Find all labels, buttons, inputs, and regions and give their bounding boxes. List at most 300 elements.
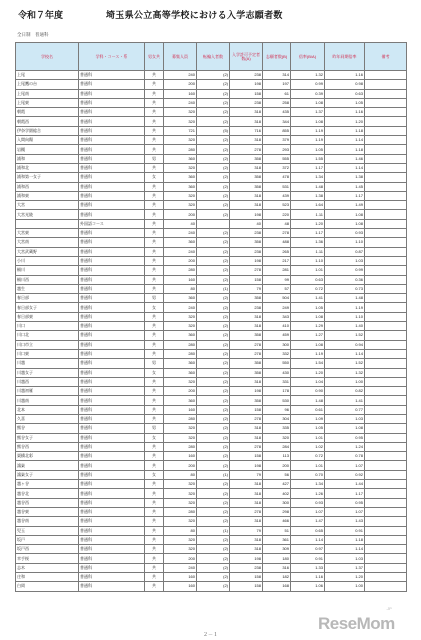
cell-quota: 80 [164, 526, 197, 535]
table-row [16, 349, 407, 358]
cell-gender: 共 [145, 210, 164, 219]
cell-school: 越ヶ谷 [16, 480, 79, 489]
cell-gender: 共 [145, 340, 164, 349]
cell-course: 普通科 [79, 163, 145, 172]
cell-applicants: 249 [263, 303, 291, 312]
cell-prev-ratio: 1.05 [325, 98, 365, 107]
cell-notes [365, 303, 407, 312]
cell-ratio: 1.32 [291, 71, 325, 80]
cell-applicants: 51 [263, 526, 291, 535]
cell-applicants: 197 [263, 80, 291, 89]
cell-course: 普通科 [79, 80, 145, 89]
cell-gender: 共 [145, 535, 164, 544]
cell-ratio: 1.01 [291, 266, 325, 275]
cell-school: 川口北 [16, 331, 79, 340]
cell-ratio: 0.72 [291, 452, 325, 461]
cell-gender: 共 [145, 322, 164, 331]
cell-transfer: (2) [197, 377, 230, 386]
cell-applicants: 309 [263, 545, 291, 554]
cell-applicants: 335 [263, 424, 291, 433]
cell-quota: 360 [164, 294, 197, 303]
cell-course: 普通科 [79, 573, 145, 582]
cell-planned: 278 [230, 145, 263, 154]
cell-planned: 158 [230, 89, 263, 98]
table-body [16, 71, 407, 592]
table-row [16, 331, 407, 340]
cell-prev-ratio: 1.14 [325, 545, 365, 554]
cell-gender: 共 [145, 442, 164, 451]
table-row [16, 182, 407, 191]
cell-quota: 320 [164, 191, 197, 200]
cell-quota: 160 [164, 275, 197, 284]
cell-course: 普通科 [79, 229, 145, 238]
cell-notes [365, 210, 407, 219]
cell-prev-ratio: 1.52 [325, 331, 365, 340]
cell-ratio: 1.64 [291, 201, 325, 210]
cell-transfer: (2) [197, 98, 230, 107]
cell-planned: 318 [230, 163, 263, 172]
cell-school: 川越南 [16, 396, 79, 405]
cell-quota: 360 [164, 368, 197, 377]
cell-course: 普通科 [79, 303, 145, 312]
cell-ratio: 1.01 [291, 433, 325, 442]
cell-quota: 160 [164, 452, 197, 461]
cell-gender: 共 [145, 256, 164, 265]
cell-quota: 240 [164, 71, 197, 80]
cell-school: 幸手桜 [16, 554, 79, 563]
table-row [16, 582, 407, 591]
cell-prev-ratio: 0.77 [325, 405, 365, 414]
cell-quota: 320 [164, 201, 197, 210]
cell-ratio: 1.29 [291, 322, 325, 331]
cell-quota: 320 [164, 545, 197, 554]
cell-transfer: (2) [197, 136, 230, 145]
cell-planned: 358 [230, 396, 263, 405]
cell-course: 普通科 [79, 312, 145, 321]
cell-school [16, 219, 79, 228]
cell-course: 普通科 [79, 526, 145, 535]
cell-quota: 360 [164, 238, 197, 247]
cell-notes [365, 284, 407, 293]
cell-course: 普通科 [79, 433, 145, 442]
cell-school: 白岡 [16, 582, 79, 591]
cell-gender: 共 [145, 396, 164, 405]
cell-prev-ratio: 0.95 [325, 498, 365, 507]
header-applicants: 志願者数(B) [263, 43, 291, 71]
cell-notes [365, 507, 407, 516]
cell-gender: 共 [145, 452, 164, 461]
table-row [16, 117, 407, 126]
cell-transfer: (2) [197, 80, 230, 89]
cell-transfer: (2) [197, 545, 230, 554]
table-row [16, 173, 407, 182]
cell-school: 川越 [16, 359, 79, 368]
cell-quota: 200 [164, 210, 197, 219]
cell-notes [365, 470, 407, 479]
cell-prev-ratio: 1.16 [325, 108, 365, 117]
cell-school: 久喜 [16, 414, 79, 423]
cell-notes [365, 535, 407, 544]
cell-transfer: (2) [197, 405, 230, 414]
cell-quota: 240 [164, 303, 197, 312]
cell-transfer: (1) [197, 470, 230, 479]
cell-notes [365, 442, 407, 451]
cell-course: 普通科 [79, 545, 145, 554]
cell-ratio: 1.47 [291, 517, 325, 526]
cell-school: 大宮 [16, 201, 79, 210]
cell-planned: 198 [230, 80, 263, 89]
cell-applicants: 258 [263, 98, 291, 107]
cell-school: 大宮南 [16, 238, 79, 247]
cell-quota: 721 [164, 126, 197, 135]
cell-course: 普通科 [79, 359, 145, 368]
cell-planned: 318 [230, 424, 263, 433]
table-row [16, 247, 407, 256]
document-header [0, 8, 421, 22]
cell-school: 越谷東 [16, 507, 79, 516]
cell-quota: 240 [164, 98, 197, 107]
cell-applicants: 855 [263, 126, 291, 135]
cell-prev-ratio: 0.73 [325, 284, 365, 293]
table-row [16, 229, 407, 238]
cell-notes [365, 229, 407, 238]
cell-planned: 318 [230, 108, 263, 117]
cell-prev-ratio: 0.91 [325, 526, 365, 535]
cell-ratio: 0.90 [291, 387, 325, 396]
cell-ratio: 1.01 [291, 461, 325, 470]
cell-course: 普通科 [79, 322, 145, 331]
cell-prev-ratio: 1.08 [325, 210, 365, 219]
cell-applicants: 379 [263, 136, 291, 145]
cell-course: 普通科 [79, 424, 145, 433]
cell-transfer: (2) [197, 582, 230, 591]
cell-planned: 238 [230, 247, 263, 256]
cell-ratio: 1.26 [291, 489, 325, 498]
cell-transfer: (2) [197, 340, 230, 349]
cell-ratio: 1.20 [291, 219, 325, 228]
cell-gender: 女 [145, 433, 164, 442]
cell-course: 普通科 [79, 98, 145, 107]
cell-gender: 共 [145, 414, 164, 423]
cell-course: 普通科 [79, 414, 145, 423]
cell-transfer: (2) [197, 71, 230, 80]
cell-applicants: 530 [263, 396, 291, 405]
cell-notes [365, 424, 407, 433]
cell-applicants: 402 [263, 489, 291, 498]
cell-transfer: (2) [197, 266, 230, 275]
cell-notes [365, 526, 407, 535]
cell-notes [365, 71, 407, 80]
cell-school: 川越西 [16, 377, 79, 386]
cell-ratio: 1.08 [291, 312, 325, 321]
cell-quota: 40 [164, 219, 197, 228]
cell-ratio: 1.05 [291, 145, 325, 154]
cell-quota: 280 [164, 145, 197, 154]
cell-ratio: 0.72 [291, 284, 325, 293]
cell-school: 川口市立 [16, 340, 79, 349]
cell-course: 普通科 [79, 117, 145, 126]
cell-transfer: (2) [197, 489, 230, 498]
cell-notes [365, 108, 407, 117]
cell-school: 志木 [16, 563, 79, 572]
table-row [16, 89, 407, 98]
cell-ratio: 1.02 [291, 442, 325, 451]
header-transfer: 転編入者数 [197, 43, 230, 71]
cell-prev-ratio: 1.16 [325, 71, 365, 80]
fiscal-year: 令和７年度 [18, 10, 64, 20]
cell-prev-ratio: 1.18 [325, 535, 365, 544]
cell-quota: 360 [164, 396, 197, 405]
cell-applicants: 48 [263, 219, 291, 228]
cell-transfer: (2) [197, 480, 230, 489]
cell-prev-ratio: 1.40 [325, 322, 365, 331]
cell-course: 普通科 [79, 396, 145, 405]
cell-transfer: (2) [197, 173, 230, 182]
cell-ratio: 1.36 [291, 238, 325, 247]
cell-transfer: (2) [197, 331, 230, 340]
cell-school: 伊奈学園総合 [16, 126, 79, 135]
cell-gender: 女 [145, 173, 164, 182]
cell-prev-ratio: 1.32 [325, 368, 365, 377]
header-ratio: 倍率(B/A) [291, 43, 325, 71]
cell-planned: 318 [230, 517, 263, 526]
cell-ratio: 1.19 [291, 349, 325, 358]
table-row [16, 154, 407, 163]
cell-gender: 共 [145, 182, 164, 191]
cell-notes [365, 498, 407, 507]
cell-course: 普通科 [79, 442, 145, 451]
cell-ratio: 1.17 [291, 163, 325, 172]
cell-course: 普通科 [79, 452, 145, 461]
cell-quota: 320 [164, 433, 197, 442]
cell-prev-ratio: 1.20 [325, 117, 365, 126]
cell-planned: 158 [230, 452, 263, 461]
cell-course: 普通科 [79, 247, 145, 256]
cell-notes [365, 554, 407, 563]
cell-notes [365, 219, 407, 228]
cell-planned: 318 [230, 117, 263, 126]
table-row [16, 396, 407, 405]
cell-prev-ratio: 1.10 [325, 238, 365, 247]
course-label: 全日制 普通科 [17, 32, 49, 37]
cell-applicants: 96 [263, 405, 291, 414]
header-quota: 募集人員 [164, 43, 197, 71]
cell-transfer: (2) [197, 154, 230, 163]
table-row [16, 545, 407, 554]
cell-course: 普通科 [79, 210, 145, 219]
cell-prev-ratio: 0.87 [325, 247, 365, 256]
cell-planned: 278 [230, 340, 263, 349]
cell-transfer: (2) [197, 535, 230, 544]
cell-quota: 320 [164, 489, 197, 498]
cell-planned: 278 [230, 266, 263, 275]
cell-planned: 318 [230, 433, 263, 442]
cell-prev-ratio: 1.38 [325, 173, 365, 182]
cell-prev-ratio: 1.17 [325, 191, 365, 200]
cell-prev-ratio: 1.48 [325, 294, 365, 303]
cell-planned: 198 [230, 461, 263, 470]
cell-school: 春日部女子 [16, 303, 79, 312]
cell-ratio: 1.48 [291, 182, 325, 191]
cell-school: 熊谷女子 [16, 433, 79, 442]
cell-quota: 320 [164, 480, 197, 489]
cell-notes [365, 89, 407, 98]
cell-gender: 共 [145, 71, 164, 80]
cell-quota: 320 [164, 312, 197, 321]
cell-school: 上尾南 [16, 89, 79, 98]
cell-applicants: 180 [263, 554, 291, 563]
cell-school: 越谷南 [16, 517, 79, 526]
table-row [16, 563, 407, 572]
cell-prev-ratio: 1.19 [325, 303, 365, 312]
cell-applicants: 344 [263, 117, 291, 126]
cell-course: 普通科 [79, 182, 145, 191]
table-row [16, 322, 407, 331]
cell-applicants: 220 [263, 210, 291, 219]
cell-applicants: 331 [263, 377, 291, 386]
cell-notes [365, 266, 407, 275]
cell-applicants: 488 [263, 238, 291, 247]
cell-quota: 240 [164, 563, 197, 572]
cell-course: 普通科 [79, 126, 145, 135]
table-row [16, 256, 407, 265]
cell-notes [365, 359, 407, 368]
table-row [16, 210, 407, 219]
cell-gender: 共 [145, 191, 164, 200]
cell-school: 川口 [16, 322, 79, 331]
table-row [16, 191, 407, 200]
cell-notes [365, 98, 407, 107]
cell-quota: 360 [164, 154, 197, 163]
cell-planned: 79 [230, 526, 263, 535]
cell-course: 普通科 [79, 368, 145, 377]
cell-notes [365, 145, 407, 154]
cell-prev-ratio: 1.24 [325, 442, 365, 451]
cell-quota: 280 [164, 349, 197, 358]
cell-transfer: (2) [197, 108, 230, 117]
table-row [16, 498, 407, 507]
cell-ratio: 1.55 [291, 154, 325, 163]
cell-gender: 共 [145, 563, 164, 572]
cell-quota: 320 [164, 163, 197, 172]
cell-transfer: (2) [197, 163, 230, 172]
cell-transfer: (2) [197, 229, 230, 238]
cell-transfer: (2) [197, 507, 230, 516]
cell-applicants: 298 [263, 507, 291, 516]
cell-ratio: 1.19 [291, 136, 325, 145]
cell-prev-ratio: 1.07 [325, 461, 365, 470]
applicants-table [15, 42, 407, 592]
cell-notes [365, 480, 407, 489]
cell-course: 普通科 [79, 266, 145, 275]
table-row [16, 387, 407, 396]
cell-applicants: 217 [263, 256, 291, 265]
cell-planned: 79 [230, 470, 263, 479]
table-row [16, 470, 407, 479]
cell-quota: 320 [164, 117, 197, 126]
cell-applicants: 265 [263, 247, 291, 256]
cell-quota: 320 [164, 424, 197, 433]
cell-planned: 318 [230, 498, 263, 507]
cell-ratio: 1.08 [291, 340, 325, 349]
table-row [16, 507, 407, 516]
cell-course: 普通科 [79, 294, 145, 303]
cell-planned: 158 [230, 275, 263, 284]
table-row [16, 71, 407, 80]
table-row [16, 359, 407, 368]
cell-prev-ratio: 1.08 [325, 219, 365, 228]
cell-prev-ratio: 1.45 [325, 182, 365, 191]
cell-prev-ratio: 0.78 [325, 452, 365, 461]
cell-ratio: 1.10 [291, 256, 325, 265]
cell-applicants: 435 [263, 108, 291, 117]
cell-transfer: (2) [197, 210, 230, 219]
cell-school: 朝霞 [16, 108, 79, 117]
page-number: ２－１ [202, 632, 218, 638]
cell-transfer: (2) [197, 294, 230, 303]
cell-transfer: (1) [197, 526, 230, 535]
cell-applicants: 61 [263, 89, 291, 98]
cell-applicants: 427 [263, 480, 291, 489]
cell-school: 岩槻 [16, 145, 79, 154]
cell-gender: 共 [145, 117, 164, 126]
cell-ratio: 1.16 [291, 573, 325, 582]
table-row [16, 489, 407, 498]
table-row [16, 136, 407, 145]
header-prev-ratio: 昨年同期倍率 [325, 43, 365, 71]
cell-planned: 358 [230, 182, 263, 191]
cell-prev-ratio: 1.17 [325, 489, 365, 498]
cell-notes [365, 433, 407, 442]
cell-applicants: 478 [263, 173, 291, 182]
table-row [16, 535, 407, 544]
cell-planned: 358 [230, 368, 263, 377]
cell-ratio: 0.63 [291, 275, 325, 284]
table-row [16, 238, 407, 247]
cell-transfer: (2) [197, 247, 230, 256]
cell-school: 鴻巣女子 [16, 470, 79, 479]
cell-ratio: 1.34 [291, 480, 325, 489]
cell-course: 普通科 [79, 498, 145, 507]
cell-gender: 共 [145, 554, 164, 563]
cell-planned: 198 [230, 256, 263, 265]
resemom-logo: ReseMom [318, 614, 395, 633]
cell-planned: 158 [230, 573, 263, 582]
cell-course: 普通科 [79, 554, 145, 563]
cell-notes [365, 136, 407, 145]
cell-notes [365, 582, 407, 591]
cell-applicants: 343 [263, 312, 291, 321]
cell-course: 普通科 [79, 284, 145, 293]
cell-transfer: (2) [197, 256, 230, 265]
table-row [16, 405, 407, 414]
header-gender: 男女共 [145, 43, 164, 71]
cell-prev-ratio: 0.36 [325, 275, 365, 284]
cell-quota: 280 [164, 266, 197, 275]
cell-prev-ratio: 1.03 [325, 414, 365, 423]
cell-applicants: 523 [263, 201, 291, 210]
cell-school: 川越初雁 [16, 387, 79, 396]
resemom-logo-tld: .JP [386, 606, 392, 611]
cell-ratio: 1.09 [291, 414, 325, 423]
cell-gender: 共 [145, 219, 164, 228]
cell-applicants: 300 [263, 340, 291, 349]
cell-school: 大宮光陵 [16, 210, 79, 219]
cell-transfer: (2) [197, 387, 230, 396]
cell-applicants: 459 [263, 331, 291, 340]
cell-school: 桶川 [16, 266, 79, 275]
cell-applicants: 555 [263, 154, 291, 163]
